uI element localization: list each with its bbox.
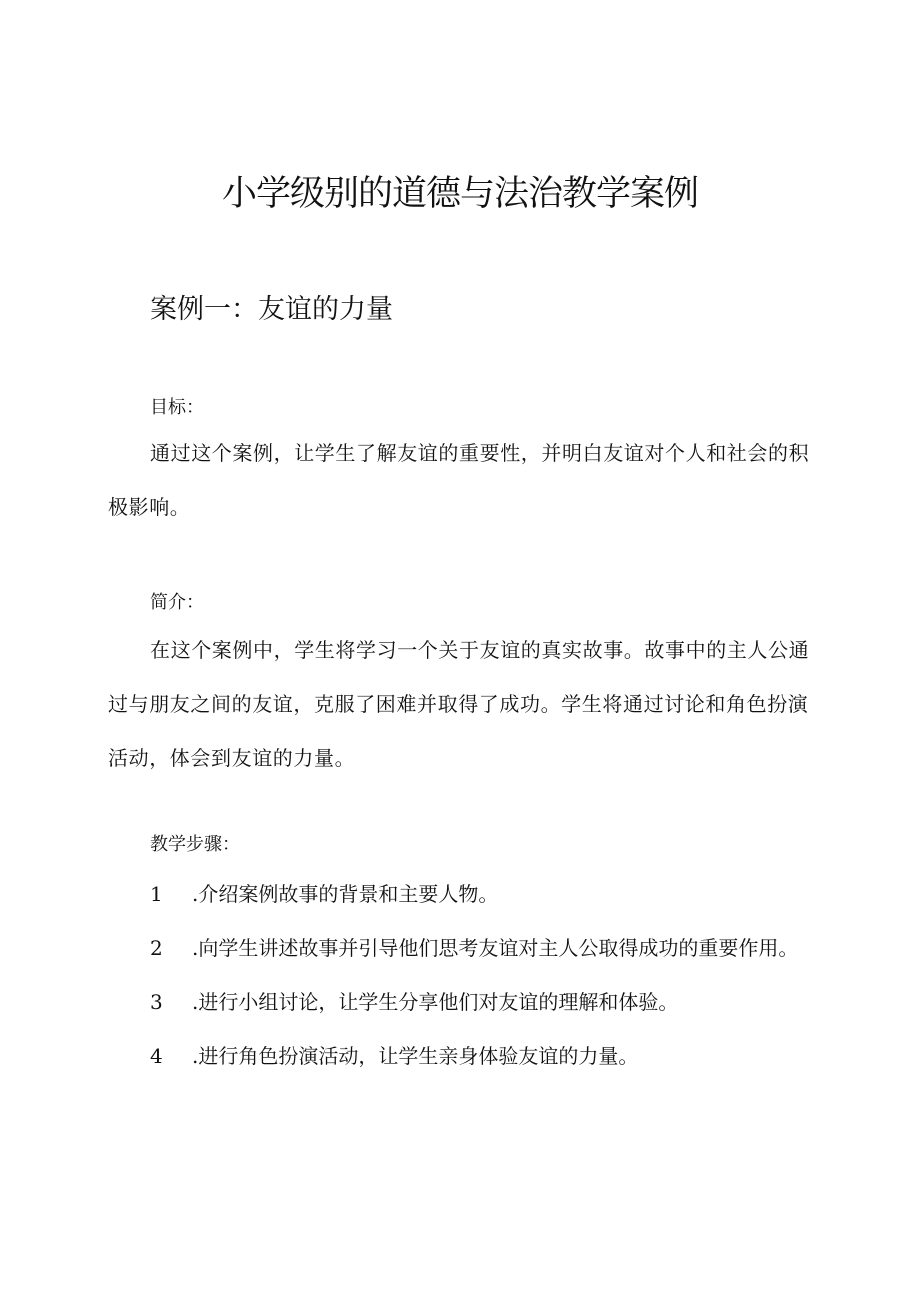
step-number: 4 [150, 1044, 163, 1068]
list-item [108, 926, 798, 980]
step-text: .向学生讲述故事并引导他们思考友谊对主人公取得成功的重要作用。 [192, 936, 799, 960]
step-number: 1 [150, 882, 163, 906]
list-item [108, 872, 798, 926]
step-text: .介绍案例故事的背景和主要人物。 [192, 882, 499, 906]
intro-label: 简介： [150, 592, 204, 613]
steps-list [108, 872, 798, 1088]
goal-label: 目标： [150, 397, 204, 418]
list-item [108, 1034, 798, 1088]
case-heading: 案例一：友谊的力量 [150, 294, 393, 325]
list-item [108, 980, 798, 1034]
step-number: 3 [150, 990, 163, 1014]
goal-paragraph: 通过这个案例，让学生了解友谊的重要性，并明白友谊对个人和社会的积极影响。 [108, 441, 810, 519]
step-number: 2 [150, 936, 163, 960]
step-text: .进行角色扮演活动，让学生亲身体验友谊的力量。 [192, 1044, 639, 1068]
steps-label: 教学步骤： [150, 834, 240, 855]
intro-paragraph: 在这个案例中，学生将学习一个关于友谊的真实故事。故事中的主人公通过与朋友之间的友谊，克服了困难并取得了成功。学生将通过讨论和角色扮演活动，体会到友谊的力量。 [108, 638, 810, 770]
document-title: 小学级别的道德与法治教学案例 [221, 174, 698, 214]
step-text: .进行小组讨论，让学生分享他们对友谊的理解和体验。 [192, 990, 679, 1014]
